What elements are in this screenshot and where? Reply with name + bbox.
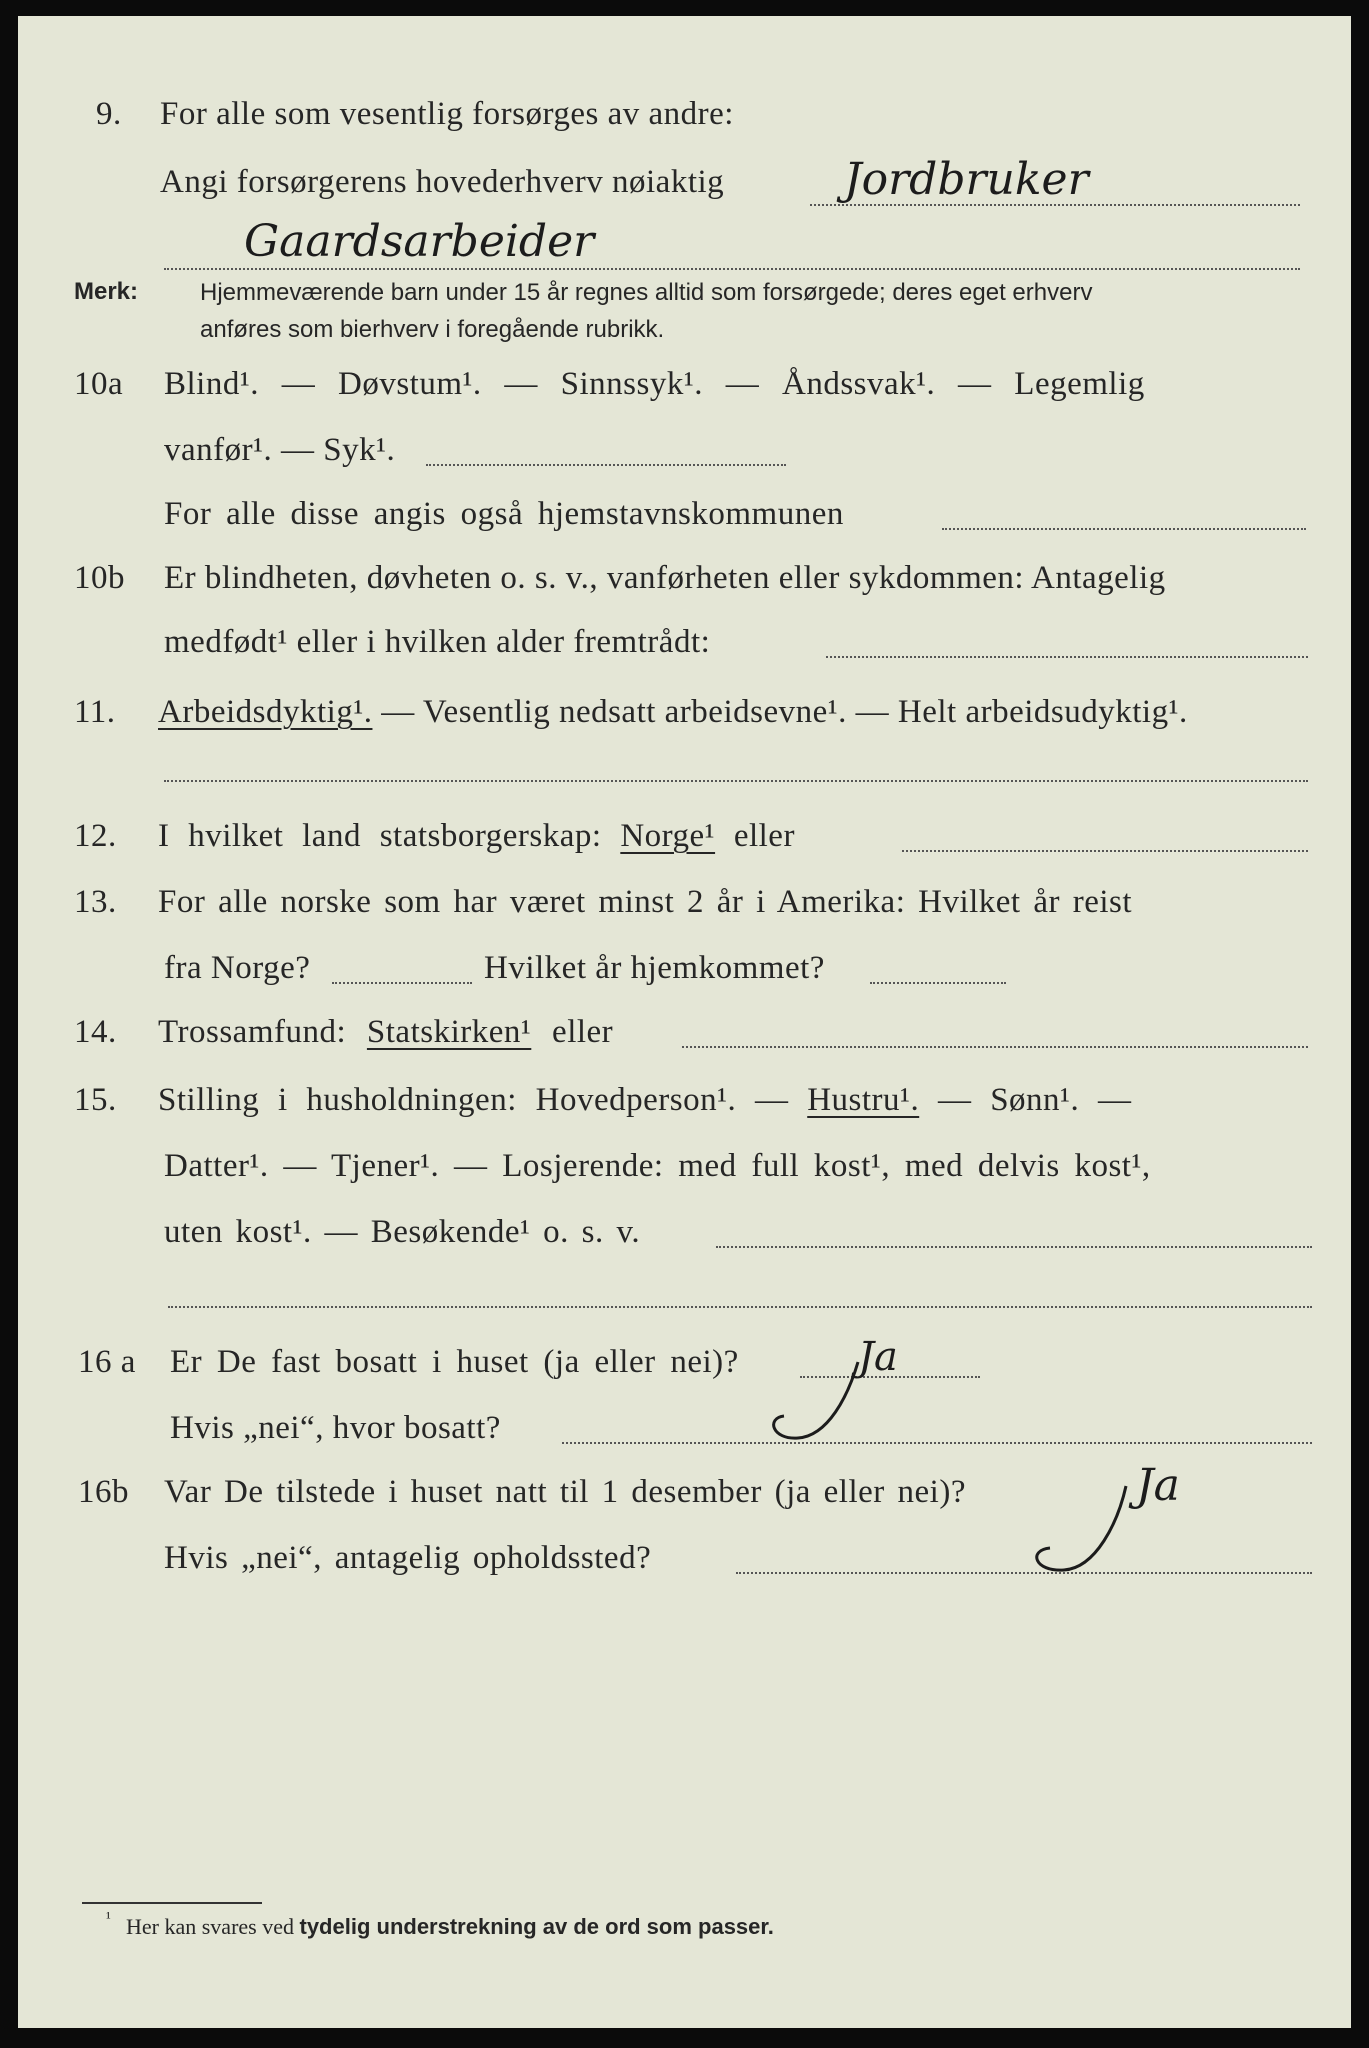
q16a-handwritten-answer: Ja bbox=[858, 1334, 898, 1380]
q11-extra-line bbox=[164, 780, 1308, 782]
merk-note-1: Hjemmeværende barn under 15 år regnes alltid som forsørgede; deres eget erhverv bbox=[200, 279, 1093, 306]
q16b-text-2: Hvis „nei“, antagelig opholdssted? bbox=[164, 1540, 652, 1576]
q13-reist-line bbox=[332, 982, 472, 984]
q11-text-rest: — Vesentlig nedsatt arbeidsevne¹. — Helt arbeidsudyktig¹. bbox=[372, 694, 1188, 730]
q9-text-2: Angi forsørgerens hovederhverv nøiaktig bbox=[160, 164, 725, 200]
q14-underlined-choice: Statskirken¹ bbox=[366, 1014, 532, 1050]
q16b-opholdssted-line bbox=[736, 1572, 1312, 1574]
q16a-bosatt-line bbox=[562, 1442, 1312, 1444]
q16a-text-1: Er De fast bosatt i huset (ja eller nei)? bbox=[170, 1344, 739, 1380]
footnote bbox=[106, 1910, 774, 1940]
q11-underlined-choice: Arbeidsdyktig¹. bbox=[158, 694, 373, 730]
q9-text-1: For alle som vesentlig forsørges av andre: bbox=[160, 96, 734, 132]
q15-number: 15. bbox=[74, 1082, 117, 1118]
footnote-mark: ¹ bbox=[106, 1910, 111, 1927]
q15-text-1-pre: Stilling i husholdningen: Hovedperson¹. — bbox=[158, 1082, 808, 1118]
footnote-bold-text: tydelig understrekning av de ord som passer. bbox=[299, 1914, 774, 1939]
q16b-handwritten-stroke bbox=[1008, 1482, 1148, 1582]
q15-text-2: Datter¹. — Tjener¹. — Losjerende: med full kost¹, med delvis kost¹, bbox=[164, 1148, 1151, 1184]
merk-note-2: anføres som bierhverv i foregående rubrikk. bbox=[200, 316, 665, 343]
q12-text-post: eller bbox=[715, 818, 795, 854]
q16b-number: 16b bbox=[78, 1474, 129, 1510]
footnote-rule bbox=[82, 1902, 262, 1904]
q10a-text-3: For alle disse angis også hjemstavnskommunen bbox=[164, 496, 844, 532]
q10a-text-2: vanfør¹. — Syk¹. bbox=[164, 432, 396, 468]
q16a-number: 16 a bbox=[78, 1344, 136, 1380]
q10a-text-1: Blind¹. — Døvstum¹. — Sinnssyk¹. — Åndssvak¹. — Legemlig bbox=[164, 366, 1145, 402]
q16a-text-2: Hvis „nei“, hvor bosatt? bbox=[170, 1410, 501, 1446]
q16b-text-1: Var De tilstede i huset natt til 1 desember (ja eller nei)? bbox=[164, 1474, 966, 1510]
q13-text-2b: Hvilket år hjemkommet? bbox=[484, 950, 825, 986]
q14-answer-line bbox=[682, 1046, 1308, 1048]
q13-text-1: For alle norske som har været minst 2 år i Amerika: Hvilket år reist bbox=[158, 884, 1133, 920]
q13-number: 13. bbox=[74, 884, 117, 920]
merk-label: Merk: bbox=[74, 278, 139, 305]
q11-number: 11. bbox=[74, 694, 116, 730]
q15-underlined-choice: Hustru¹. bbox=[807, 1082, 920, 1118]
q9-number: 9. bbox=[96, 96, 122, 132]
q14-text-pre: Trossamfund: bbox=[158, 1014, 367, 1050]
q14-number: 14. bbox=[74, 1014, 117, 1050]
q15-extra-line bbox=[168, 1306, 1312, 1308]
q10b-number: 10b bbox=[74, 560, 125, 596]
q13-text-2a: fra Norge? bbox=[164, 950, 311, 986]
q10a-syk-line bbox=[426, 464, 786, 466]
q14-text-post: eller bbox=[531, 1014, 614, 1050]
q12-number: 12. bbox=[74, 818, 117, 854]
q16a-handwritten-stroke bbox=[758, 1356, 878, 1456]
census-form-page bbox=[18, 16, 1351, 2028]
q9-answer-line-2 bbox=[164, 268, 1300, 270]
q10a-number: 10a bbox=[74, 366, 124, 402]
q12-text-pre: I hvilket land statsborgerskap: bbox=[158, 818, 621, 854]
q9-handwritten-answer-2: Gaardsarbeider bbox=[244, 216, 595, 267]
q10b-text-1: Er blindheten, døvheten o. s. v., vanførheten eller sykdommen: Antagelig bbox=[164, 560, 1166, 596]
q10b-answer-line bbox=[826, 656, 1308, 658]
q15-text-3: uten kost¹. — Besøkende¹ o. s. v. bbox=[164, 1214, 641, 1250]
q12-underlined-choice: Norge¹ bbox=[620, 818, 716, 854]
q12-answer-line bbox=[902, 850, 1308, 852]
q16b-handwritten-answer: Ja bbox=[1136, 1460, 1180, 1511]
q15-text-1-post: — Sønn¹. — bbox=[919, 1082, 1132, 1118]
footnote-text: Her kan svares ved bbox=[126, 1914, 300, 1939]
q10a-kommune-line bbox=[942, 528, 1306, 530]
q15-answer-line bbox=[716, 1246, 1312, 1248]
q9-handwritten-answer-1: Jordbruker bbox=[844, 154, 1089, 205]
q10b-text-2: medfødt¹ eller i hvilken alder fremtrådt: bbox=[164, 624, 711, 660]
q13-hjemkommet-line bbox=[870, 982, 1006, 984]
